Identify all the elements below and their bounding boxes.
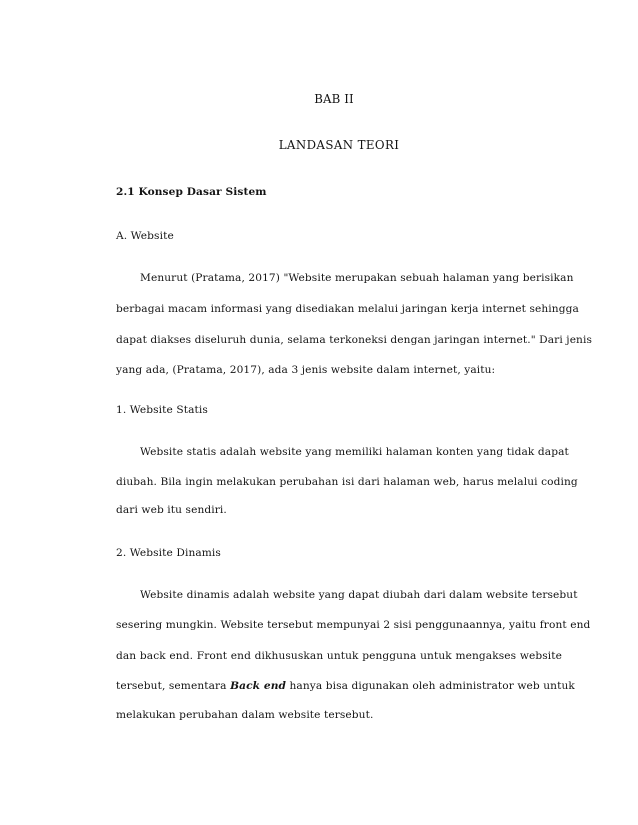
- paragraph-2-line-2: diubah. Bila ingin melakukan perubahan isi dari halaman web, harus melalui coding: [116, 476, 578, 488]
- paragraph-1-line-1: Menurut (Pratama, 2017) "Website merupakan sebuah halaman yang berisikan: [140, 272, 574, 284]
- paragraph-3-line-4-end: hanya bisa digunakan oleh administrator web untuk: [289, 680, 575, 692]
- paragraph-2-line-1: Website statis adalah website yang memiliki halaman konten yang tidak dapat: [140, 446, 569, 458]
- emphasis-back-end: Back end: [230, 680, 287, 692]
- list-item-2-heading: 2. Website Dinamis: [116, 547, 221, 559]
- chapter-title: LANDASAN TEORI: [278, 138, 400, 152]
- subsection-heading-a: A. Website: [116, 230, 174, 242]
- section-heading: 2.1 Konsep Dasar Sistem: [116, 186, 267, 198]
- paragraph-3-line-2: sesering mungkin. Website tersebut mempunyai 2 sisi penggunaannya, yaitu front end: [116, 619, 591, 631]
- paragraph-3-line-3: dan back end. Front end dikhususkan untuk pengguna untuk mengakses website: [116, 650, 562, 662]
- paragraph-3-line-4: [116, 679, 575, 693]
- paragraph-2-line-3: dari web itu sendiri.: [116, 504, 227, 516]
- paragraph-3-line-4-start: tersebut, sementara: [116, 680, 227, 692]
- paragraph-3-line-5: melakukan perubahan dalam website tersebut.: [116, 709, 374, 721]
- chapter-heading: BAB II: [314, 92, 354, 106]
- paragraph-1-line-4: yang ada, (Pratama, 2017), ada 3 jenis website dalam internet, yaitu:: [116, 364, 496, 376]
- paragraph-3-line-1: Website dinamis adalah website yang dapat diubah dari dalam website tersebut: [140, 589, 578, 601]
- paragraph-1-line-3: dapat diakses diseluruh dunia, selama terkoneksi dengan jaringan internet." Dari jenis: [116, 334, 593, 346]
- paragraph-1-line-2: berbagai macam informasi yang disediakan melalui jaringan kerja internet sehingga: [116, 303, 579, 315]
- list-item-1-heading: 1. Website Statis: [116, 404, 208, 416]
